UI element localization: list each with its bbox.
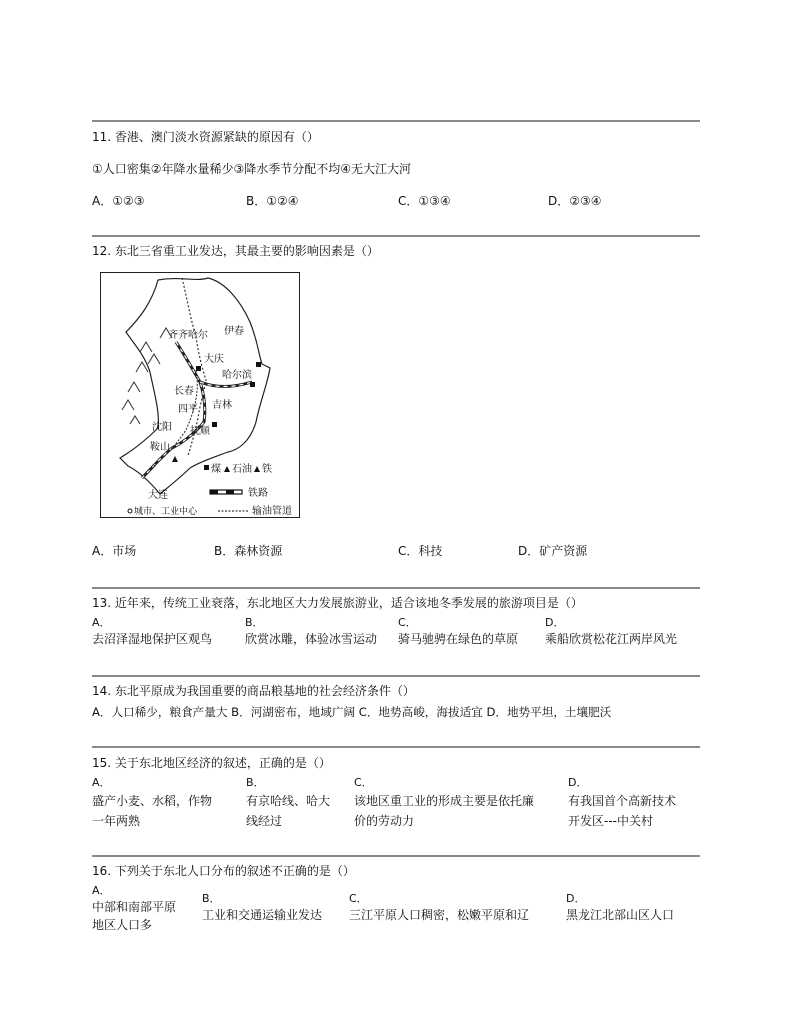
northeast-china-map: [100, 272, 300, 518]
q11-option-d[interactable]: D．②③④: [548, 194, 602, 208]
city-label: 吉林: [212, 400, 232, 411]
q13-option-c[interactable]: 骑马驰骋在绿色的草原: [398, 632, 519, 646]
q15-option-a-line1[interactable]: 盛产小麦、水稻，作物: [92, 794, 213, 808]
q15-option-d-line2[interactable]: 开发区---中关村: [568, 814, 653, 828]
divider: [92, 675, 700, 677]
q16-letter-c: C．: [349, 892, 368, 905]
q15-option-b-line2[interactable]: 线经过: [246, 814, 283, 828]
q14-options[interactable]: A．人口稀少，粮食产量大 B．河湖密布，地域广阔 C．地势高峻，海拔适宜 D．地势平坦，土壤肥沃: [92, 705, 612, 719]
q12-option-c[interactable]: C．科技: [398, 544, 443, 558]
q15-letter-a: A．: [92, 776, 111, 789]
legend-oil: 石油: [232, 464, 252, 475]
q15-letter-b: B．: [246, 776, 265, 789]
q12-stem: 12. 东北三省重工业发达，其最主要的影响因素是（）: [92, 244, 379, 258]
q11-option-b[interactable]: B．①②④: [246, 194, 299, 208]
q15-option-a-line2[interactable]: 一年两熟: [92, 814, 141, 828]
q16-option-d-line1[interactable]: 黑龙江北部山区人口: [566, 908, 675, 922]
q13-letter-d: D．: [545, 616, 565, 629]
city-label: 长春: [174, 386, 194, 397]
city-label: 大庆: [204, 354, 224, 365]
q16-option-a-line1[interactable]: 中部和南部平原: [92, 900, 177, 914]
q15-option-c-line2[interactable]: 价的劳动力: [354, 814, 415, 828]
legend-city: 城市、工业中心: [134, 507, 198, 517]
q16-stem: 16. 下列关于东北人口分布的叙述不正确的是（）: [92, 864, 355, 878]
q15-option-c-line1[interactable]: 该地区重工业的形成主要是依托廉: [354, 794, 535, 808]
city-label: 抚顺: [190, 426, 210, 437]
q14-stem: 14. 东北平原成为我国重要的商品粮基地的社会经济条件（）: [92, 684, 415, 698]
q13-option-a[interactable]: 去沼泽湿地保护区观鸟: [92, 632, 213, 646]
q13-stem: 13. 近年来，传统工业衰落，东北地区大力发展旅游业，适合该地冬季发展的旅游项目是（）: [92, 596, 583, 610]
legend-railway: 铁路: [248, 488, 268, 499]
q16-letter-b: B．: [202, 892, 221, 905]
city-label: 鞍山: [150, 442, 170, 453]
q15-option-b-line1[interactable]: 有京哈线、哈大: [246, 794, 331, 808]
q16-option-c-line1[interactable]: 三江平原人口稠密，松嫩平原和辽: [349, 908, 530, 922]
q11-option-c[interactable]: C．①③④: [398, 194, 451, 208]
q11-stem: 11. 香港、澳门淡水资源紧缺的原因有（）: [92, 130, 319, 144]
city-label: 大连: [148, 490, 168, 501]
q12-option-d[interactable]: D．矿产资源: [518, 544, 588, 558]
q13-letter-a: A．: [92, 616, 111, 629]
divider: [92, 120, 700, 122]
q13-letter-b: B．: [245, 616, 264, 629]
divider: [92, 855, 700, 857]
legend-coal: 煤: [211, 464, 221, 475]
q16-letter-d: D．: [566, 892, 586, 905]
city-label: 齐齐哈尔: [168, 330, 208, 341]
legend-pipeline: 输油管道: [252, 506, 292, 517]
q12-option-b[interactable]: B．森林资源: [214, 544, 283, 558]
q12-option-a[interactable]: A．市场: [92, 544, 137, 558]
q11-statements: ①人口密集②年降水量稀少③降水季节分配不均④无大江大河: [92, 162, 412, 176]
q15-option-d-line1[interactable]: 有我国首个高新技术: [568, 794, 677, 808]
q16-option-a-line2[interactable]: 地区人口多: [92, 918, 153, 932]
q16-letter-a: A．: [92, 884, 111, 897]
q15-letter-c: C．: [354, 776, 373, 789]
q13-option-b[interactable]: 欣赏冰雕，体验冰雪运动: [245, 632, 378, 646]
divider: [92, 746, 700, 748]
q13-option-d[interactable]: 乘船欣赏松花江两岸风光: [545, 632, 678, 646]
legend-iron: 铁: [262, 464, 272, 475]
q16-option-b-line1[interactable]: 工业和交通运输业发达: [202, 908, 323, 922]
q15-letter-d: D．: [568, 776, 588, 789]
q13-letter-c: C．: [398, 616, 417, 629]
city-label: 四平: [178, 404, 198, 415]
q15-stem: 15. 关于东北地区经济的叙述，正确的是（）: [92, 756, 331, 770]
divider: [92, 587, 700, 589]
city-label: 哈尔滨: [222, 370, 252, 381]
city-label: 伊春: [224, 326, 244, 337]
q11-option-a[interactable]: A．①②③: [92, 194, 145, 208]
city-label: 沈阳: [152, 422, 172, 433]
divider: [92, 235, 700, 237]
